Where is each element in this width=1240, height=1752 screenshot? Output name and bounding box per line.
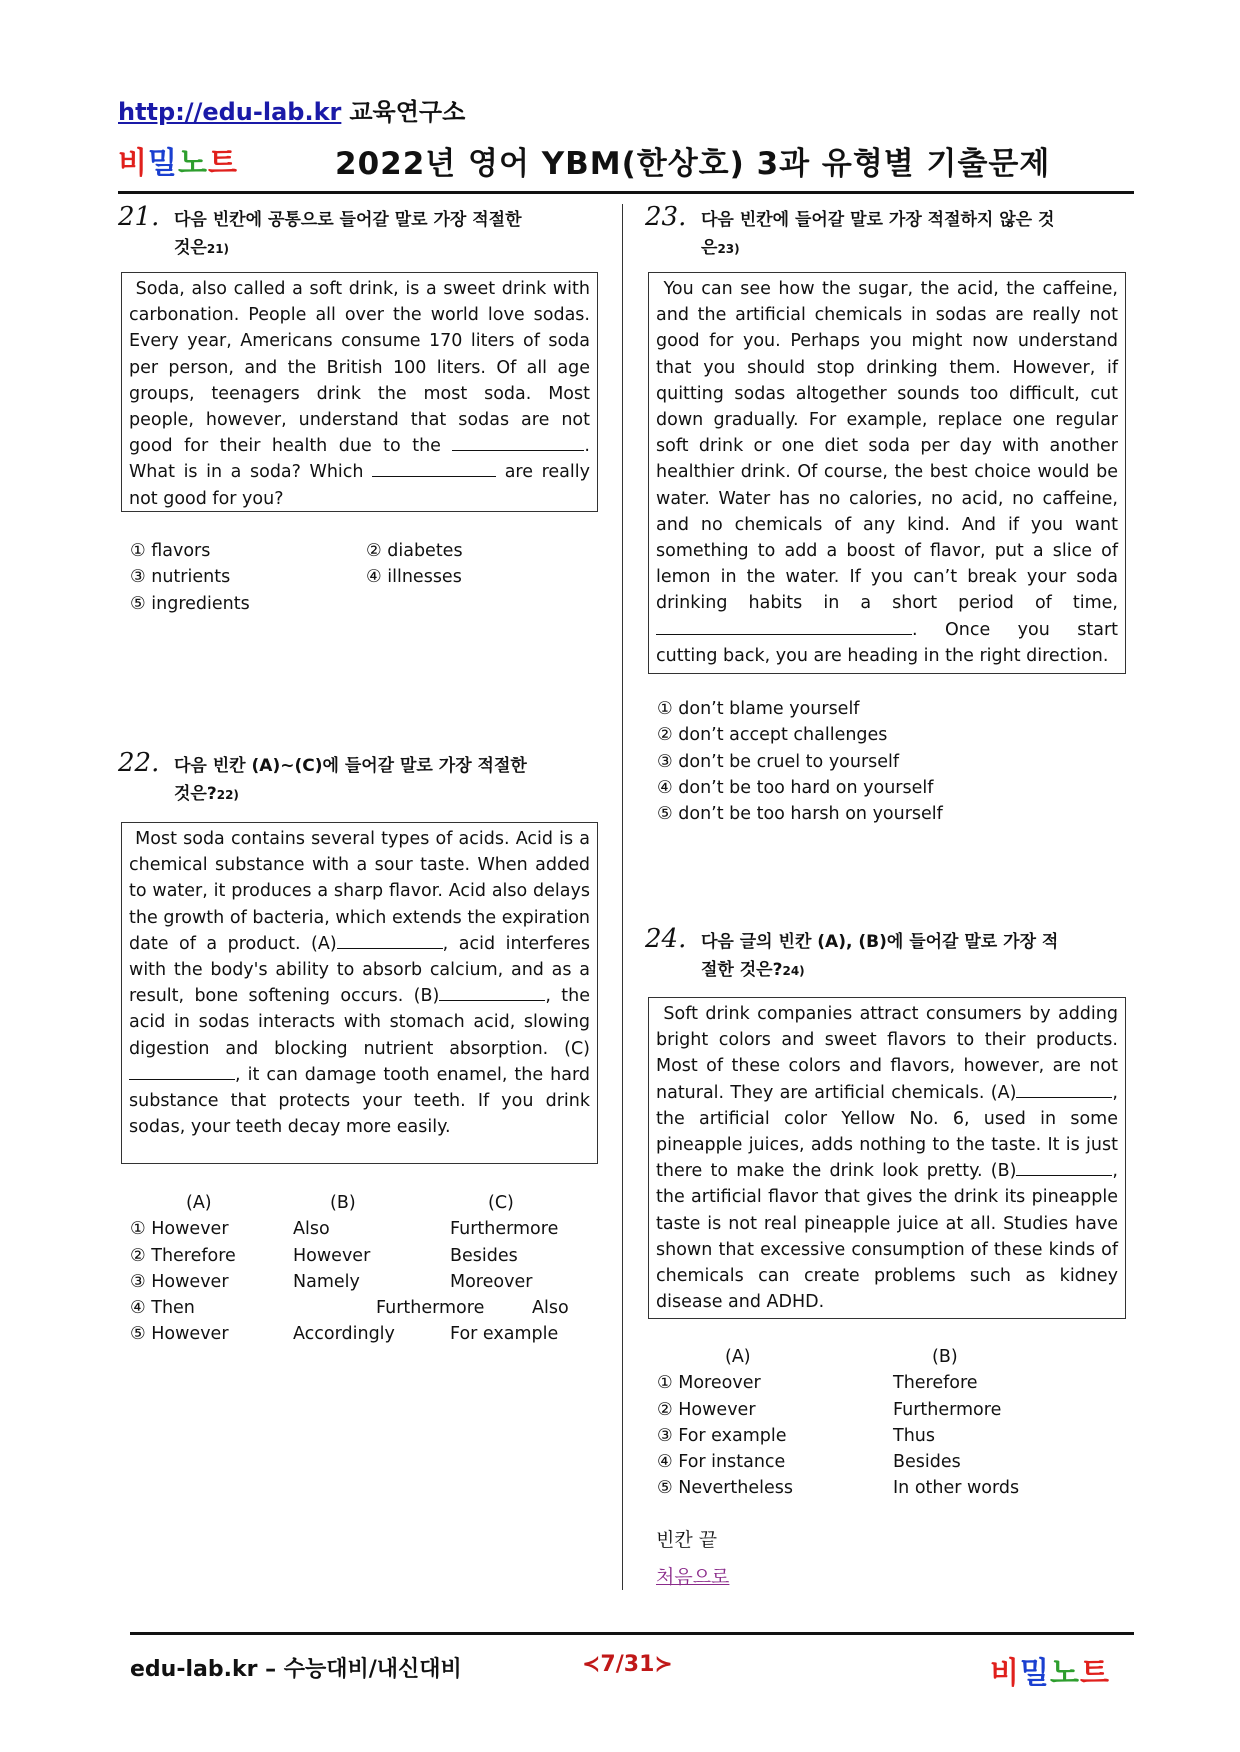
question-prompt: 다음 글의 빈칸 (A), (B)에 들어갈 말로 가장 적 절한 것은?24) bbox=[701, 932, 1059, 980]
page-title: 2022년 영어 YBM(한상호) 3과 유형별 기출문제 bbox=[335, 146, 1051, 182]
options-22 bbox=[130, 1190, 600, 1348]
option[interactable]: ② diabetes bbox=[366, 541, 463, 561]
options-23 bbox=[657, 696, 1117, 827]
institute-label: 교육연구소 bbox=[349, 98, 466, 126]
blank-b bbox=[1016, 1159, 1112, 1176]
question-22 bbox=[118, 748, 598, 810]
option-row[interactable]: ③ However Namely Moreover bbox=[130, 1271, 533, 1292]
option[interactable]: ① don’t blame yourself bbox=[657, 699, 860, 719]
option-row[interactable]: ④ Then Furthermore Also bbox=[130, 1298, 569, 1319]
option[interactable]: ③ don’t be cruel to yourself bbox=[657, 751, 900, 772]
question-23 bbox=[645, 202, 1125, 264]
column-head: (B) bbox=[330, 1193, 356, 1213]
option-row[interactable]: ④ For instance Besides bbox=[657, 1452, 961, 1473]
option-row[interactable]: ② Therefore However Besides bbox=[130, 1245, 518, 1266]
options-21 bbox=[130, 538, 590, 617]
footer-divider bbox=[130, 1632, 1134, 1635]
blank-a bbox=[337, 932, 443, 949]
blank bbox=[452, 434, 584, 451]
brand-logo-bottom: 비밀노트 bbox=[990, 1656, 1110, 1691]
question-24 bbox=[645, 924, 1125, 986]
column-head: (A) bbox=[186, 1193, 212, 1213]
passage-box-23: You can see how the sugar, the acid, the caffeine, and the artificial chemicals in sodas are really not good for you. Perhaps you might now understand that you should stop drinking them. However, if quitting sodas altogether sounds too difficult, cut down gradually. For example, replace one regular soft drink or one diet soda per day with another healthier drink. Of course, the best choice would be water. Water has no calories, no acid, no caffeine, and no chemicals of any kind. And if you want something to add a boost of flavor, put a slice of lemon in the water. If you can’t break your soda drinking habits in a short period of time, . Once you start cutting back, you are heading in the right direction. bbox=[648, 272, 1126, 674]
column-divider bbox=[622, 204, 623, 1590]
question-21 bbox=[118, 202, 598, 264]
passage-box-24: Soft drink companies attract consumers by adding bright colors and sweet flavors to their products. Most of these colors and flavors, however, are not natural. They are artificial chemicals. (A) , the artificial color Yellow No. 6, used in some pineapple juices, adds nothing to the taste. It is just there to make the drink look pretty. (B) , the artificial flavor that gives the drink its pineapple taste is not real pineapple juice at all. Studies have shown that excessive consumption of these kinds of chemicals can create problems such as kidney disease and ADHD. bbox=[648, 997, 1126, 1319]
header-divider bbox=[118, 191, 1134, 194]
question-number: 21. bbox=[118, 202, 160, 232]
question-number: 22. bbox=[118, 748, 160, 778]
question-prompt: 다음 빈칸 (A)~(C)에 들어갈 말로 가장 적절한 것은?22) bbox=[174, 756, 527, 804]
question-prompt: 다음 빈칸에 들어갈 말로 가장 적절하지 않은 것 은23) bbox=[701, 210, 1055, 258]
option[interactable]: ④ don’t be too hard on yourself bbox=[657, 777, 934, 798]
option-row[interactable]: ③ For example Thus bbox=[657, 1425, 935, 1446]
option[interactable]: ② don’t accept challenges bbox=[657, 725, 888, 746]
option-row[interactable]: ⑤ Nevertheless In other words bbox=[657, 1478, 1020, 1499]
blank-a bbox=[1016, 1081, 1112, 1098]
end-text: 빈칸 끝 bbox=[656, 1529, 718, 1551]
blank-b bbox=[439, 984, 545, 1001]
passage-box-22: Most soda contains several types of acids. Acid is a chemical substance with a sour taste. When added to water, it produces a sharp flavor. Acid also delays the growth of bacteria, which extends the expiration date of a product. (A) , acid interferes with the body's ability to absorb calcium, and as a result, bone softening occurs. (B) , the acid in sodas interacts with stomach acid, slowing digestion and blocking nutrient absorption. (C), it can damage tooth enamel, the hard substance that protects your teeth. If you drink sodas, your teeth decay more easily. bbox=[121, 822, 598, 1164]
question-number: 23. bbox=[645, 202, 687, 232]
column-head: (B) bbox=[932, 1347, 958, 1367]
option-row[interactable]: ① Moreover Therefore bbox=[657, 1373, 978, 1394]
option[interactable]: ⑤ don’t be too harsh on yourself bbox=[657, 804, 943, 825]
home-link[interactable]: 처음으로 bbox=[656, 1566, 730, 1588]
question-prompt: 다음 빈칸에 공통으로 들어갈 말로 가장 적절한 것은21) bbox=[174, 210, 522, 258]
option[interactable]: ⑤ ingredients bbox=[130, 593, 250, 614]
option-row[interactable]: ① However Also Furthermore bbox=[130, 1219, 559, 1240]
blank bbox=[656, 618, 912, 635]
footer-site: edu-lab.kr – 수능대비/내신대비 bbox=[130, 1657, 462, 1682]
blank-c bbox=[129, 1063, 235, 1080]
passage-box-21: Soda, also called a soft drink, is a sweet drink with carbonation. People all over the world love sodas. Every year, Americans consume 170 liters of soda per person, and the British 100 liters. Of all age groups, teenagers drink the most soda. Most people, however, understand that sodas are not good for their health due to the . What is in a soda? Which are really not good for you? bbox=[121, 272, 598, 512]
option[interactable]: ③ nutrients bbox=[130, 567, 231, 588]
blank bbox=[372, 460, 496, 477]
option[interactable]: ④ illnesses bbox=[366, 567, 462, 588]
page-number: ≺7/31≻ bbox=[582, 1652, 673, 1677]
header-url-line bbox=[118, 92, 465, 127]
option[interactable]: ① flavors bbox=[130, 541, 211, 561]
site-link[interactable]: http://edu-lab.kr bbox=[118, 98, 342, 126]
option-row[interactable]: ⑤ However Accordingly For example bbox=[130, 1324, 559, 1345]
brand-logo-top: 비밀노트 bbox=[118, 146, 238, 181]
question-number: 24. bbox=[645, 924, 687, 954]
column-head: (A) bbox=[725, 1347, 751, 1367]
column-head: (C) bbox=[488, 1193, 514, 1213]
options-24 bbox=[657, 1344, 1127, 1502]
option-row[interactable]: ② However Furthermore bbox=[657, 1399, 1002, 1420]
